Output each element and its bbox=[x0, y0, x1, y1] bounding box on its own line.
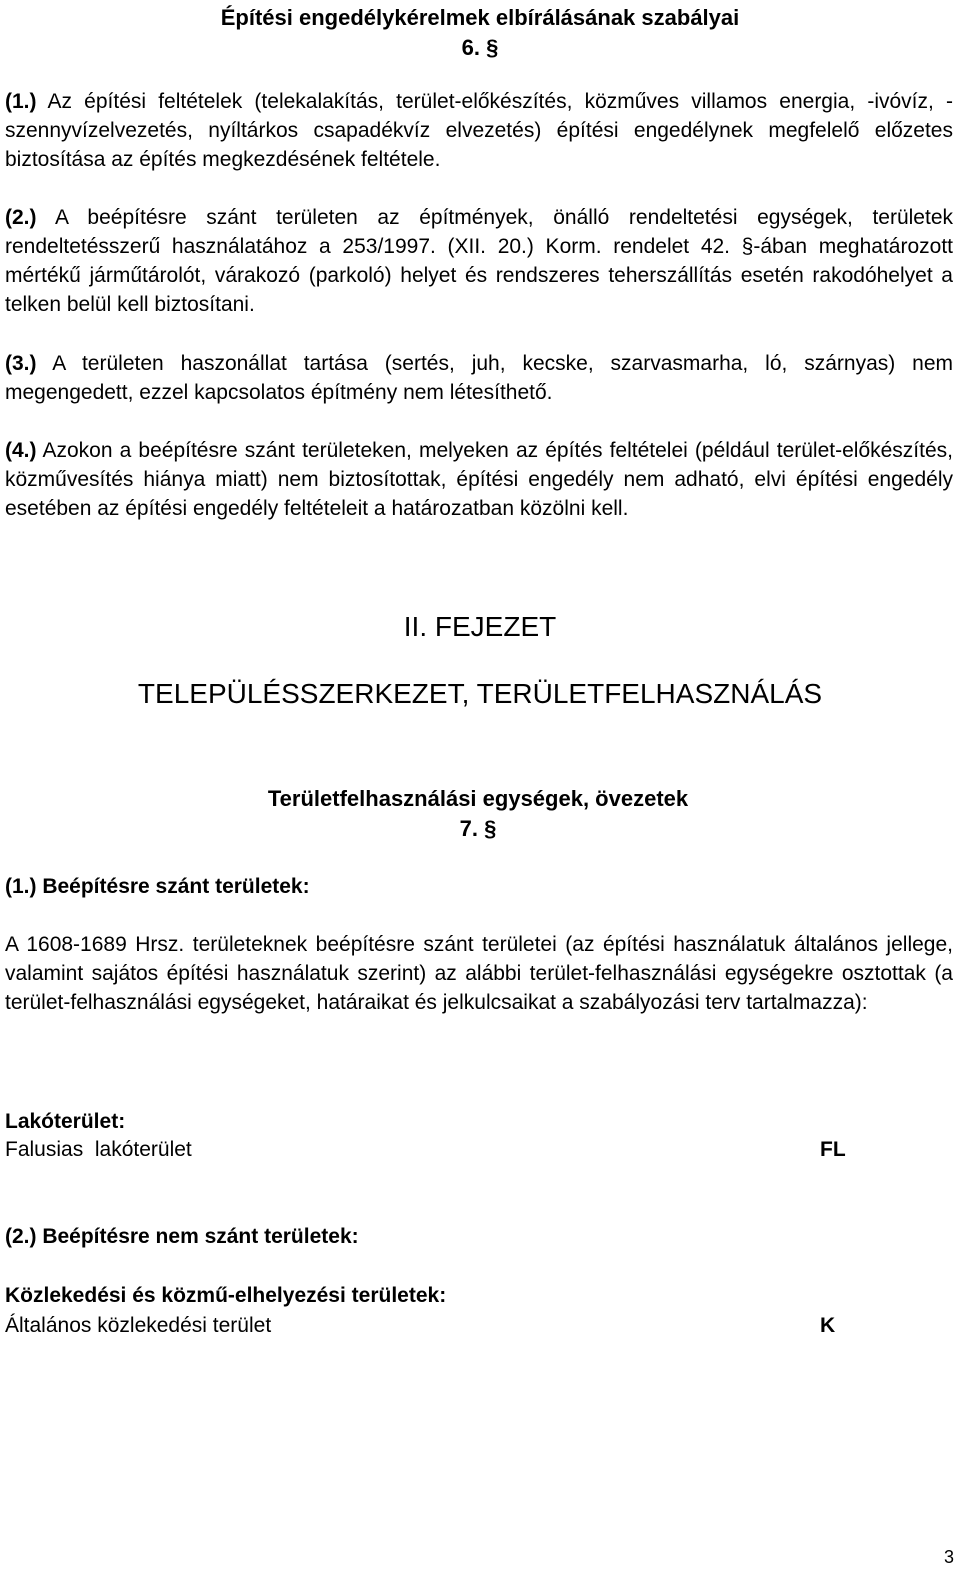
paragraph-text: Azokon a beépítésre szánt területeken, melyeken az építés feltételei (például terület-előkészítés, közművesítés hiánya miatt) nem biztosítottak, építési engedély nem adható, elvi építési engedély esetében az építési engedély feltételeit a határozatban közölni kell. bbox=[5, 439, 953, 520]
kozlekedes-item: Általános közlekedési terület bbox=[5, 1314, 272, 1337]
subsection-1-text: A 1608-1689 Hrsz. területeknek beépítésre szánt területei (az építési használatuk általános jellege, valamint sajátos építési használatuk szerint) az alábbi terület-felhasználási egységekre osztottak (a terület-felhasználási egységeket, határaikat és jelkulcsaikat a szabályozási terv tartalmazza): bbox=[5, 933, 953, 1014]
subsection-1-heading: (1.) Beépítésre szánt területek: bbox=[5, 875, 310, 898]
subsection-2-heading: (2.) Beépítésre nem szánt területek: bbox=[5, 1225, 359, 1248]
section-7-title: Területfelhasználási egységek, övezetek bbox=[267, 786, 689, 811]
paragraph-6-1 bbox=[5, 87, 953, 174]
paragraph-number: (3.) bbox=[5, 352, 37, 375]
paragraph-text: A területen haszonállat tartása (sertés, juh, kecske, szarvasmarha, ló, szárnyas) nem megengedett, ezzel kapcsolatos építmény nem létesíthető. bbox=[5, 352, 953, 404]
paragraph-number: (2.) bbox=[5, 206, 37, 229]
paragraph-6-3 bbox=[5, 349, 953, 407]
lakoterulet-heading: Lakóterület: bbox=[5, 1110, 126, 1133]
paragraph-text: A beépítésre szánt területen az építmények, önálló rendeltetési egységek, területek rendeltetésszerű használatához a 253/1997. (XII. 20.) Korm. rendelet 42. §-ában meghatározott mértékű járműtárolót, várakozó (parkoló) helyet és rendszeres teherszállítás esetén rakodóhelyet a telken belül kell biztosítani. bbox=[5, 206, 953, 316]
kozlekedes-heading: Közlekedési és közmű-elhelyezési területek: bbox=[5, 1284, 447, 1307]
paragraph-6-4 bbox=[5, 436, 953, 523]
page-title: Építési engedélykérelmek elbírálásának szabályai bbox=[220, 5, 740, 30]
section-number-7: 7. § bbox=[459, 816, 497, 841]
chapter-title: TELEPÜLÉSSZERKEZET, TERÜLETFELHASZNÁLÁS bbox=[137, 678, 823, 709]
page-number: 3 bbox=[943, 1547, 954, 1567]
paragraph-number: (1.) bbox=[5, 90, 37, 113]
kozlekedes-code: K bbox=[820, 1314, 836, 1337]
paragraph-6-2 bbox=[5, 203, 953, 319]
chapter-number: II. FEJEZET bbox=[403, 611, 557, 642]
paragraph-number: (4.) bbox=[5, 439, 37, 462]
paragraph-text: Az építési feltételek (telekalakítás, terület-előkészítés, közműves villamos energia, -ivóvíz, -szennyvízelvezetés, nyíltárkos csapadékvíz elvezetés) építési engedélynek megfelelő előzetes biztosítása az építés megkezdésének feltétele. bbox=[5, 90, 953, 171]
lakoterulet-code: FL bbox=[820, 1138, 846, 1161]
lakoterulet-item: Falusias lakóterület bbox=[5, 1138, 192, 1161]
section-number-6: 6. § bbox=[461, 35, 499, 60]
